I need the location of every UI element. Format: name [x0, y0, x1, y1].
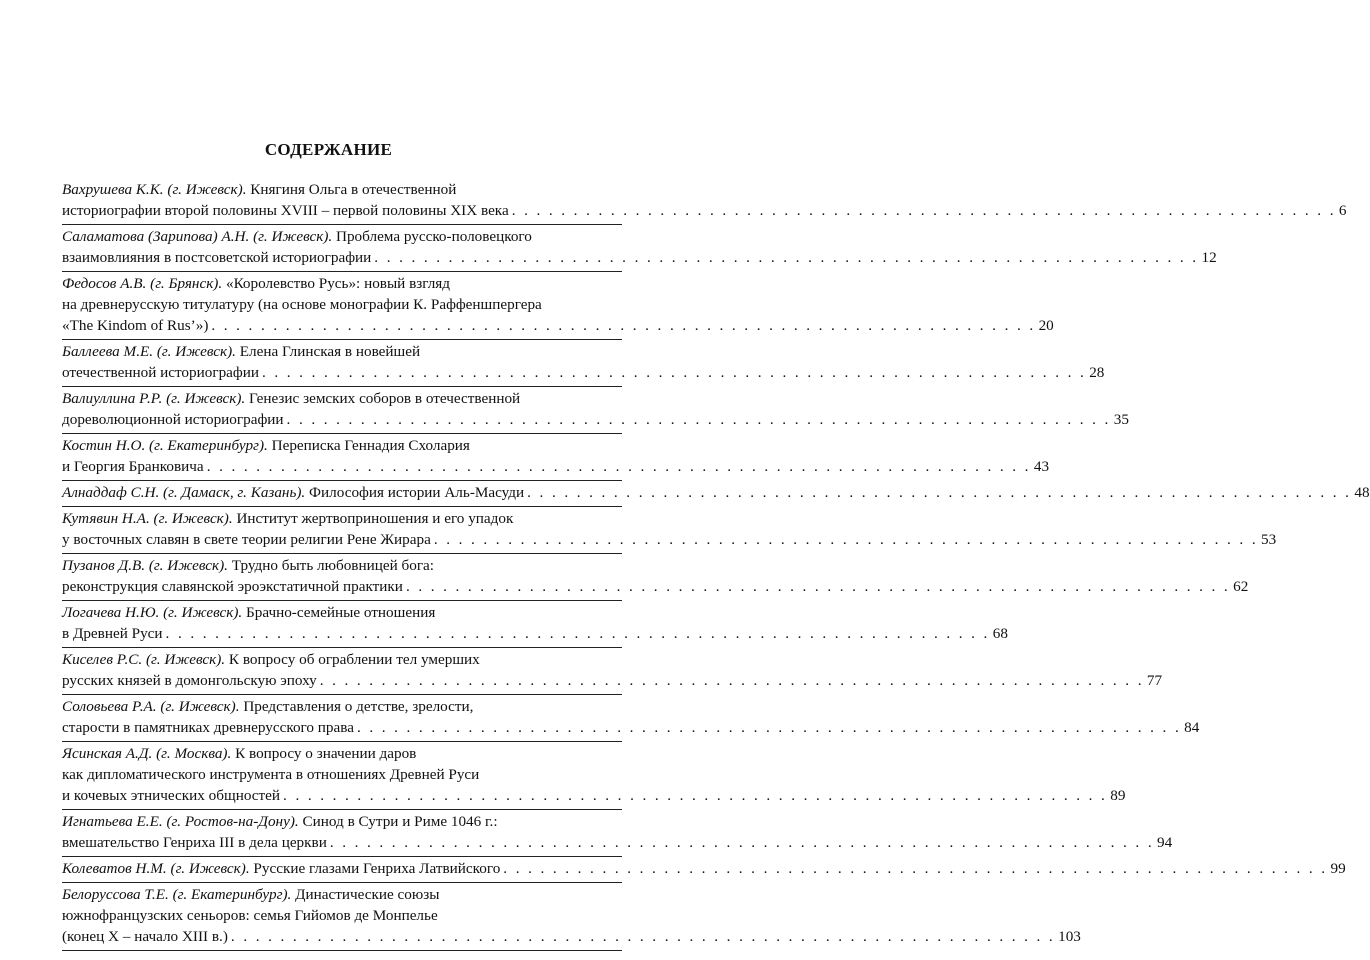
dot-leader: . . . . . . . . . . . . . . . . . . . . . . . . . . . . . . . . . . . . . . . . . . . . . . . . . . . . . . . . . . . . . . . . . . .: [374, 249, 1199, 266]
toc-entry: [62, 554, 1249, 601]
entry-text: [62, 362, 259, 383]
entry-title: русских князей в домонгольскую эпоху: [62, 672, 317, 689]
entry-text: [62, 181, 456, 198]
page-number: 28: [1089, 364, 1105, 381]
entry-text: [62, 510, 513, 527]
entry-text: [62, 717, 354, 738]
entry-text: [62, 623, 163, 644]
page-number: 68: [992, 625, 1008, 642]
entry-text: [62, 745, 416, 762]
toc-entry: [62, 225, 1217, 272]
toc-entry: [62, 481, 1370, 507]
dot-leader: . . . . . . . . . . . . . . . . . . . . . . . . . . . . . . . . . . . . . . . . . . . . . . . . . . . . . . . . . . . . . . . . . . .: [319, 672, 1144, 689]
entry-text: [62, 557, 434, 574]
page-number: 94: [1157, 834, 1173, 851]
toc-entry: [62, 648, 1163, 695]
entry-text: [62, 200, 509, 221]
page-number: 53: [1261, 531, 1277, 548]
dot-leader: . . . . . . . . . . . . . . . . . . . . . . . . . . . . . . . . . . . . . . . . . . . . . . . . . . . . . . . . . . . . . . . . . . .: [503, 860, 1328, 877]
entry-text: [62, 858, 500, 879]
toc-entry: [62, 434, 1050, 481]
entry-text: [62, 275, 450, 292]
entry-author: Ясинская А.Д. (г. Москва).: [62, 745, 232, 762]
page-number: 20: [1038, 317, 1054, 334]
entry-text: [62, 529, 431, 550]
dot-leader: . . . . . . . . . . . . . . . . . . . . . . . . . . . . . . . . . . . . . . . . . . . . . . . . . . . . . . . . . . . . . . . . . . .: [405, 578, 1231, 595]
entry-title: К вопросу об ограблении тел умерших: [228, 651, 480, 668]
page-number: 48: [1354, 484, 1370, 501]
toc-entry-line: [62, 649, 622, 670]
toc-entry: [62, 883, 1081, 951]
toc-entry-line: [62, 576, 1249, 597]
toc-entry-line: [62, 247, 1217, 268]
dot-leader: . . . . . . . . . . . . . . . . . . . . . . . . . . . . . . . . . . . . . . . . . . . . . . . . . . . . . . . . . . . . . . . . . . .: [329, 834, 1155, 851]
entry-text: [62, 409, 284, 430]
toc-entry: [62, 387, 1129, 434]
page-number: 84: [1184, 719, 1200, 736]
entry-title: Философия истории Аль-Масуди: [309, 484, 525, 501]
toc-entry-line: [62, 341, 622, 362]
entry-title: Трудно быть любовницей бога:: [231, 557, 435, 574]
entry-text: [62, 296, 542, 313]
entry-title: у восточных славян в свете теории религии Рене Жирара: [62, 531, 431, 548]
toc-entry-line: [62, 435, 622, 456]
toc-entry-line: [62, 743, 622, 764]
dot-leader: . . . . . . . . . . . . . . . . . . . . . . . . . . . . . . . . . . . . . . . . . . . . . . . . . . . . . . . . . . . . . . . . . . .: [211, 317, 1036, 334]
dot-leader: . . . . . . . . . . . . . . . . . . . . . . . . . . . . . . . . . . . . . . . . . . . . . . . . . . . . . . . . . . . . . . . . . . .: [206, 458, 1031, 475]
dot-leader: . . . . . . . . . . . . . . . . . . . . . . . . . . . . . . . . . . . . . . . . . . . . . . . . . . . . . . . . . . . . . . . . . . .: [230, 928, 1056, 945]
entry-author: Колеватов Н.М. (г. Ижевск).: [62, 860, 250, 877]
toc-entry-line: [62, 696, 622, 717]
entry-title: отечественной историографии: [62, 364, 259, 381]
entry-title: Генезис земских соборов в отечественной: [249, 390, 521, 407]
entry-title: Синод в Сутри и Риме 1046 г.:: [302, 813, 498, 830]
page-number: 6: [1338, 202, 1347, 219]
entry-text: [62, 576, 403, 597]
entry-author: Белоруссова Т.Е. (г. Екатеринбург).: [62, 886, 292, 903]
toc-entry-line: [62, 529, 1277, 550]
entry-title: «Королевство Русь»: новый взгляд: [225, 275, 451, 292]
entry-title: и Георгия Бранковича: [62, 458, 204, 475]
entry-author: Соловьева Р.А. (г. Ижевск).: [62, 698, 240, 715]
toc-entry-line: [62, 315, 1054, 336]
entry-title: как дипломатического инструмента в отношениях Древней Руси: [62, 766, 480, 783]
page-number: 99: [1330, 860, 1346, 877]
entry-text: [62, 886, 439, 903]
entry-text: [62, 926, 228, 947]
entry-text: [62, 785, 280, 806]
toc-entry-line: [62, 905, 622, 926]
entry-author: Федосов А.В. (г. Брянск).: [62, 275, 223, 292]
toc-entry-line: [62, 884, 622, 905]
entry-title: Переписка Геннадия Схолария: [271, 437, 470, 454]
dot-leader: . . . . . . . . . . . . . . . . . . . . . . . . . . . . . . . . . . . . . . . . . . . . . . . . . . . . . . . . . . . . . . . . . . .: [286, 411, 1111, 428]
toc-entry: [62, 601, 1008, 648]
toc-entry-line: [62, 409, 1129, 430]
toc-entry: [62, 742, 1126, 810]
entry-title: реконструкция славянской эроэкстатичной практики: [62, 578, 403, 595]
entry-title: Династические союзы: [295, 886, 440, 903]
toc-entry-line: [62, 764, 622, 785]
entry-title: дореволюционной историографии: [62, 411, 284, 428]
entry-title: Представления о детстве, зрелости,: [243, 698, 474, 715]
toc-entry: [62, 810, 1173, 857]
toc-entry: [62, 695, 1200, 742]
entry-author: Саламатова (Зарипова) А.Н. (г. Ижевск).: [62, 228, 333, 245]
page-number: 43: [1033, 458, 1050, 475]
entry-title: (конец X – начало XIII в.): [62, 928, 228, 945]
table-of-contents: [62, 178, 1370, 951]
toc-entry-line: [62, 623, 1008, 644]
toc-entry-line: [62, 832, 1173, 853]
page-number: 12: [1201, 249, 1217, 266]
entry-text: [62, 832, 327, 853]
dot-leader: . . . . . . . . . . . . . . . . . . . . . . . . . . . . . . . . . . . . . . . . . . . . . . . . . . . . . . . . . . . . . . . . . . .: [262, 364, 1087, 381]
toc-entry-line: [62, 858, 1346, 879]
page-title: СОДЕРЖАНИЕ: [264, 140, 393, 159]
dot-leader: . . . . . . . . . . . . . . . . . . . . . . . . . . . . . . . . . . . . . . . . . . . . . . . . . . . . . . . . . . . . . . . . . . .: [511, 202, 1336, 219]
page-number: 103: [1058, 928, 1081, 945]
entry-author: Киселев Р.С. (г. Ижевск).: [62, 651, 226, 668]
toc-entry: [62, 178, 1347, 225]
entry-title: в Древней Руси: [62, 625, 163, 642]
dot-leader: . . . . . . . . . . . . . . . . . . . . . . . . . . . . . . . . . . . . . . . . . . . . . . . . . . . . . . . . . . . . . . . . . . .: [527, 484, 1352, 501]
dot-leader: . . . . . . . . . . . . . . . . . . . . . . . . . . . . . . . . . . . . . . . . . . . . . . . . . . . . . . . . . . . . . . . . . . .: [356, 719, 1182, 736]
toc-entry-line: [62, 555, 622, 576]
entry-title: взаимовлияния в постсоветской историографии: [62, 249, 372, 266]
toc-entry-line: [62, 670, 1163, 691]
entry-title: «The Kindom of Rus’»): [62, 317, 209, 334]
toc-entry-line: [62, 200, 1347, 221]
toc-entry-line: [62, 508, 622, 529]
toc-entry-line: [62, 362, 1105, 383]
page-number: 89: [1110, 787, 1126, 804]
entry-title: вмешательство Генриха III в дела церкви: [62, 834, 327, 851]
entry-title: Проблема русско-половецкого: [335, 228, 532, 245]
entry-title: Брачно-семейные отношения: [246, 604, 436, 621]
entry-author: Кутявин Н.А. (г. Ижевск).: [62, 510, 233, 527]
entry-text: [62, 437, 470, 454]
entry-text: [62, 390, 520, 407]
entry-text: [62, 907, 438, 924]
toc-entry-line: [62, 602, 622, 623]
toc-entry-line: [62, 482, 1370, 503]
entry-author: Вахрушева К.К. (г. Ижевск).: [62, 181, 247, 198]
toc-entry-line: [62, 273, 622, 294]
toc-entry-line: [62, 717, 1200, 738]
toc-entry-line: [62, 926, 1081, 947]
entry-text: [62, 604, 435, 621]
entry-text: [62, 651, 480, 668]
entry-title: южнофранцузских сеньоров: семья Гийомов де Монпелье: [62, 907, 438, 924]
entry-title: историографии второй половины XVIII – первой половины XIX века: [62, 202, 509, 219]
entry-text: [62, 766, 479, 783]
page-number: 35: [1113, 411, 1129, 428]
entry-title: Елена Глинская в новейшей: [239, 343, 421, 360]
entry-text: [62, 482, 524, 503]
entry-author: Игнатьева Е.Е. (г. Ростов-на-Дону).: [62, 813, 299, 830]
toc-entry-line: [62, 785, 1126, 806]
entry-title: старости в памятниках древнерусского права: [62, 719, 354, 736]
dot-leader: . . . . . . . . . . . . . . . . . . . . . . . . . . . . . . . . . . . . . . . . . . . . . . . . . . . . . . . . . . . . . . . . . . .: [165, 625, 990, 642]
entry-title: Русские глазами Генриха Латвийского: [253, 860, 501, 877]
entry-title: Институт жертвоприношения и его упадок: [236, 510, 514, 527]
entry-text: [62, 315, 208, 336]
toc-entry-line: [62, 388, 622, 409]
toc-entry-line: [62, 294, 622, 315]
entry-title: К вопросу о значении даров: [235, 745, 417, 762]
entry-text: [62, 456, 204, 477]
entry-text: [62, 228, 532, 245]
dot-leader: . . . . . . . . . . . . . . . . . . . . . . . . . . . . . . . . . . . . . . . . . . . . . . . . . . . . . . . . . . . . . . . . . . .: [283, 787, 1108, 804]
entry-title: на древнерусскую титулатуру (на основе монографии К. Раффеншпергера: [62, 296, 542, 313]
entry-author: Баллеева М.Е. (г. Ижевск).: [62, 343, 236, 360]
entry-title: Княгиня Ольга в отечественной: [250, 181, 457, 198]
toc-entry: [62, 507, 1277, 554]
entry-text: [62, 670, 317, 691]
toc-entry: [62, 340, 1105, 387]
toc-entry-line: [62, 179, 622, 200]
entry-text: [62, 698, 473, 715]
entry-title: и кочевых этнических общностей: [62, 787, 281, 804]
toc-entry: [62, 272, 1054, 340]
dot-leader: . . . . . . . . . . . . . . . . . . . . . . . . . . . . . . . . . . . . . . . . . . . . . . . . . . . . . . . . . . . . . . . . . . .: [433, 531, 1259, 548]
entry-text: [62, 343, 420, 360]
page-number: 62: [1233, 578, 1249, 595]
entry-author: Валиуллина Р.Р. (г. Ижевск).: [62, 390, 246, 407]
entry-author: Костин Н.О. (г. Екатеринбург).: [62, 437, 268, 454]
entry-text: [62, 813, 498, 830]
toc-entry-line: [62, 456, 1050, 477]
entry-author: Алнаддаф С.Н. (г. Дамаск, г. Казань).: [62, 484, 306, 501]
entry-author: Пузанов Д.В. (г. Ижевск).: [62, 557, 228, 574]
entry-text: [62, 247, 371, 268]
page-number: 77: [1146, 672, 1163, 689]
toc-entry-line: [62, 811, 622, 832]
toc-entry-line: [62, 226, 622, 247]
entry-author: Логачева Н.Ю. (г. Ижевск).: [62, 604, 243, 621]
toc-entry: [62, 857, 1346, 883]
